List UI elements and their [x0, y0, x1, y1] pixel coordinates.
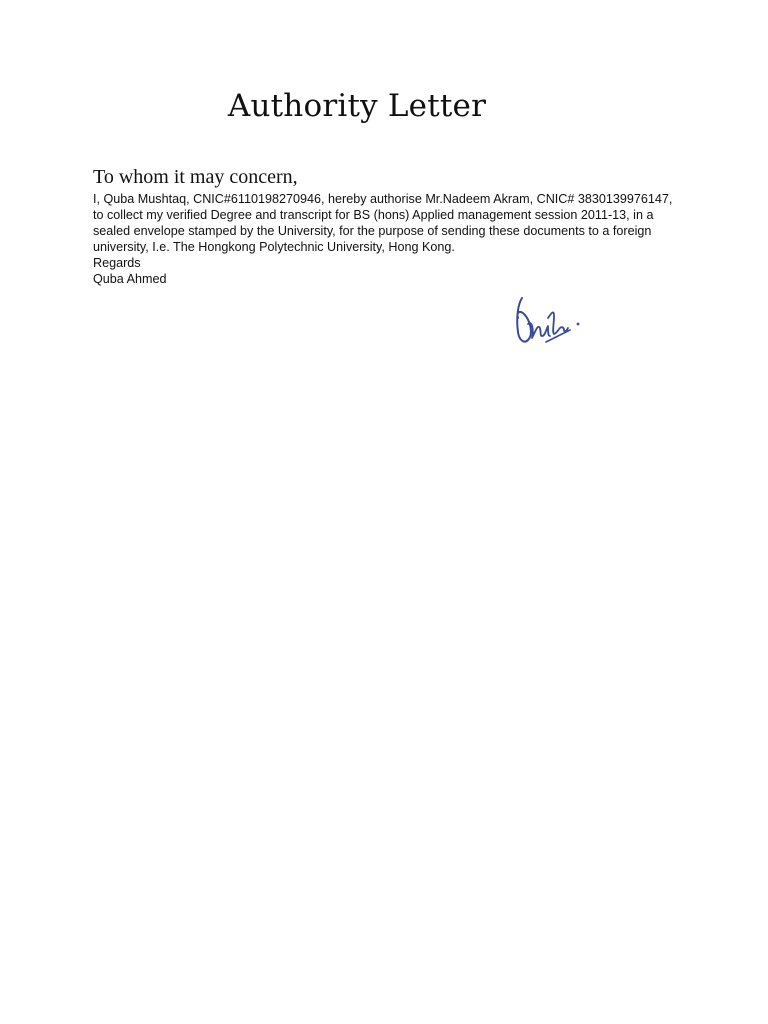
- letter-body-block: [93, 191, 673, 287]
- letter-title: Authority Letter: [227, 88, 487, 124]
- handwritten-signature: [508, 290, 588, 350]
- letter-closing: Regards: [93, 256, 141, 270]
- letter-body-paragraph: I, Quba Mushtaq, CNIC#6110198270946, hereby authorise Mr.Nadeem Akram, CNIC# 3830139976147, to collect my verified Degree and transcript for BS (hons) Applied management session 2011-13, in a sealed envelope stamped by the University, for the purpose of sending these documents to a foreign university, I.e. The Hongkong Polytechnic University, Hong Kong.: [93, 192, 673, 254]
- letter-sender-name: Quba Ahmed: [93, 272, 167, 286]
- letter-salutation: To whom it may concern,: [93, 166, 298, 188]
